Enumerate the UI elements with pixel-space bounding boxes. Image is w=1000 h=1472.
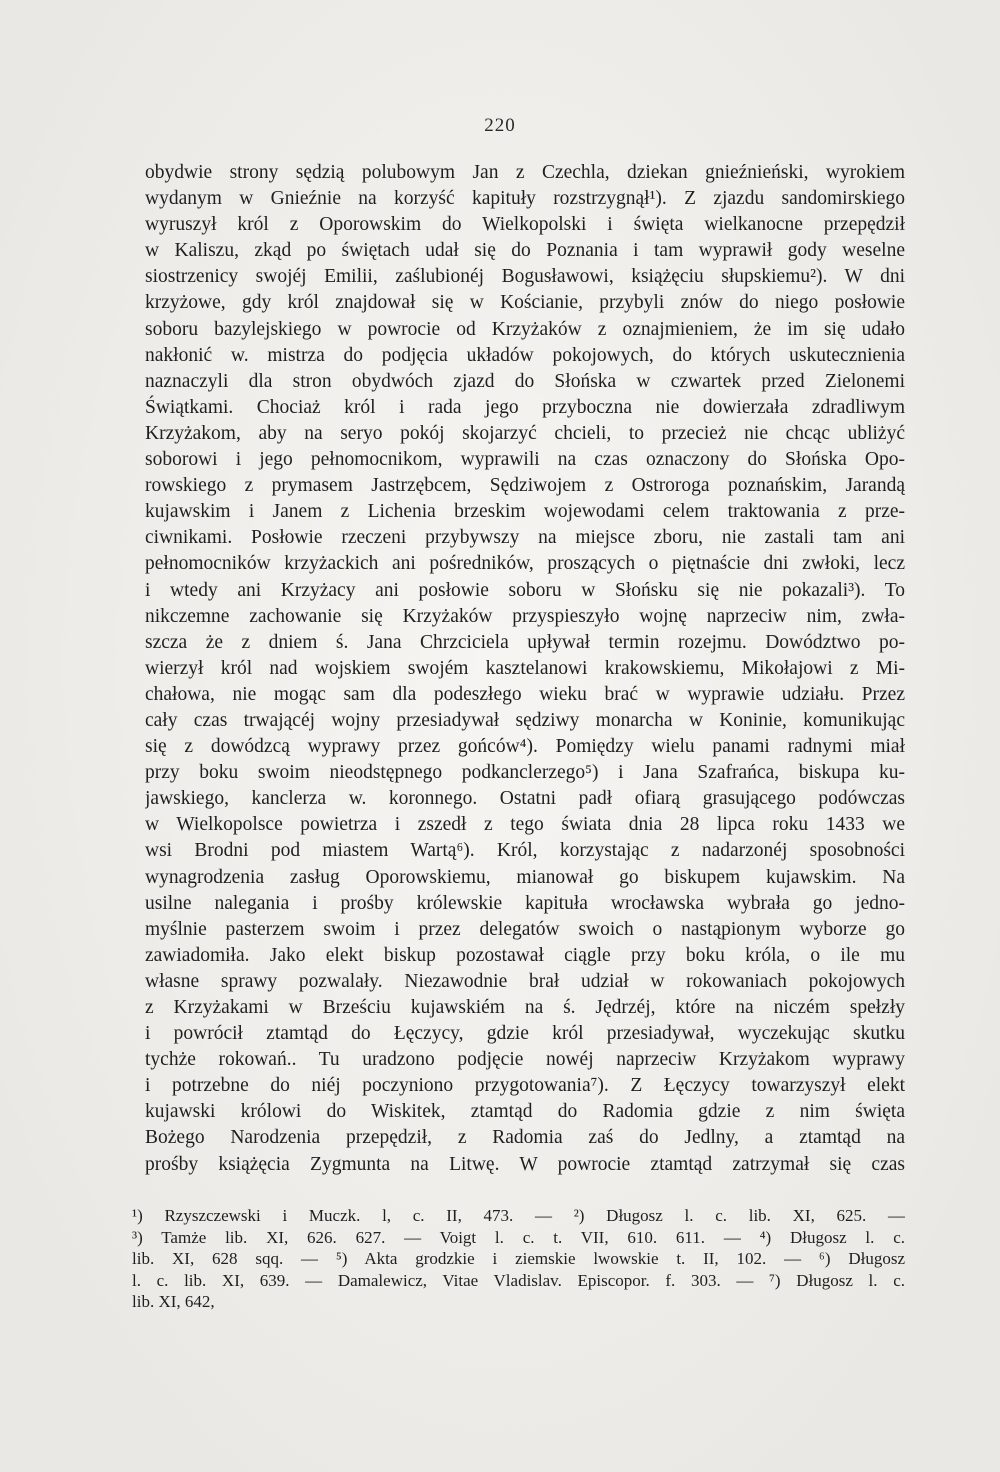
text-line: i potrzebne do niéj poczyniono przygotowania⁷). Z Łęczycy towarzyszył elekt [145,1075,905,1097]
text-line: przy boku swoim nieodstępnego podkanclerzego⁵) i Jana Szafrańca, biskupa ku- [145,762,905,784]
text-line: kujawskim i Janem z Lichenia brzeskim wojewodami celem traktowania z prze- [145,501,905,523]
footnote-line: l. c. lib. XI, 639. — Damalewicz, Vitae Vladislav. Episcopor. f. 303. — ⁷) Długosz l. c. [132,1270,905,1290]
text-line: zawiadomiła. Jako elekt biskup pozostawał ciągle przy boku króla, o ile mu [145,944,905,966]
text-line: nakłonić w. mistrza do podjęcia układów pokojowych, do których uskutecznienia [145,344,905,366]
text-line: Bożego Narodzenia przepędził, z Radomia zaś do Jedlny, a ztamtąd na [145,1127,905,1149]
page-number: 220 [484,115,516,136]
text-line: z Krzyżakami w Brześciu kujawskiém na ś. Jędrzéj, które na niczém spełzły [145,997,905,1018]
text-line: prośby książęcia Zygmunta na Litwę. W powrocie ztamtąd zatrzymał się czas [145,1153,905,1175]
text-line: wyruszył król z Oporowskim do Wielkopolski i święta wielkanocne przepędził [145,214,905,236]
text-line: własne sprawy pozwalały. Niezawodnie brał udział w rokowaniach pokojowych [145,970,905,992]
text-line: obydwie strony sędzią polubowym Jan z Czechla, dziekan gnieźnieński, wyrokiem [145,162,905,183]
text-line: pełnomocników krzyżackich ani pośredników, proszących o piętnaście dni zwłoki, lecz [145,553,905,575]
main-text-block [145,160,905,1178]
text-line: wsi Brodni pod miastem Wartą⁶). Król, korzystając z nadarzonéj sposobności [145,840,905,862]
footnote-line: ³) Tamże lib. XI, 626. 627. — Voigt l. c. t. VII, 610. 611. — ⁴) Długosz l. c. [132,1227,905,1247]
text-line: chałowa, nie mogąc sam dla podeszłego wieku brać w wyprawie udziału. Przez [145,683,905,705]
text-line: Świątkami. Chociaż król i rada jego przyboczna nie dowierzała zdradliwym [145,396,905,418]
text-line: szcza że z dniem ś. Jana Chrzciciela upływał termin rozejmu. Dowództwo po- [145,631,905,653]
text-line: cały czas trwającéj wojny przesiadywał sędziwy monarcha w Koninie, komunikując [145,709,905,731]
text-line: myślnie pasterzem swoim i przez delegatów swoich o nastąpionym wyborze go [145,918,905,940]
text-line: w Kaliszu, zkąd po świętach udał się do Poznania i tam wyprawił gody weselne [145,240,905,262]
text-line: kujawski królowi do Wiskitek, ztamtąd do Radomia gdzie z nim święta [145,1101,905,1123]
text-line: tychże rokowań.. Tu uradzono podjęcie nowéj naprzeciw Krzyżakom wyprawy [145,1049,905,1071]
text-line: i powrócił ztamtąd do Łęczycy, gdzie król przesiadywał, wyczekując skutku [145,1023,905,1045]
text-line: nikczemne zachowanie się Krzyżaków przyspieszyło wojnę naprzeciw nim, zwła- [145,605,905,627]
text-line: się z dowódzcą wyprawy przez gońców⁴). Pomiędzy wielu panami radnymi miał [145,736,905,758]
text-line: siostrzenicy swojéj Emilii, zaślubionéj Bogusławowi, książęciu słupskiemu²). W dni [145,266,905,288]
text-line: jawskiego, kanclerza w. koronnego. Ostatni padł ofiarą grasującego podówczas [145,788,905,810]
footnote-line: lib. XI, 628 sqq. — ⁵) Akta grodzkie i ziemskie lwowskie t. II, 102. — ⁶) Długosz [132,1249,905,1268]
text-line: rowskiego z prymasem Jastrzębcem, Sędziwojem z Ostroroga poznańskim, Jarandą [145,475,905,497]
text-line: soboru bazylejskiego w powrocie od Krzyżaków z oznajmieniem, że im się udało [145,318,905,340]
text-line: usilne nalegania i prośby królewskie kapituła wrocławska wybrała go jedno- [145,892,905,914]
text-line: Krzyżakom, aby na seryo pokój skojarzyć chcieli, to przecież nie chcąc ubliżyć [145,422,905,444]
text-line: wynagrodzenia zasług Oporowskiemu, mianował go biskupem kujawskim. Na [145,866,905,888]
text-line: ciwnikami. Posłowie rzeczeni przybywszy na miejsce zboru, nie zastali tam ani [145,527,905,549]
text-line: krzyżowe, gdy król znajdował się w Kościanie, przybyli znów do niego posłowie [145,292,905,314]
text-line: naznaczyli dla stron obydwóch zjazd do Słońska w czwartek przed Zielonemi [145,370,905,392]
text-line: soborowi i jego pełnomocnikom, wyprawili na czas oznaczony do Słońska Opo- [145,449,905,471]
text-line: w Wielkopolsce powietrza i zszedł z tego świata dnia 28 lipca roku 1433 we [145,814,905,836]
text-line: wierzył król nad wojskiem swojém kasztelanowi krakowskiemu, Mikołajowi z Mi- [145,657,905,679]
footnote-line: ¹) Rzyszczewski i Muczk. l, c. II, 473. — ²) Długosz l. c. lib. XI, 625. — [132,1206,905,1225]
footnote-line: lib. XI, 642, [132,1292,215,1311]
text-line: i wtedy ani Krzyżacy ani posłowie soboru w Słońsku się nie pokazali³). To [145,579,905,601]
text-line: wydanym w Gnieźnie na korzyść kapituły rozstrzygnął¹). Z zjazdu sandomirskiego [145,188,905,210]
footnotes-block [132,1205,905,1313]
